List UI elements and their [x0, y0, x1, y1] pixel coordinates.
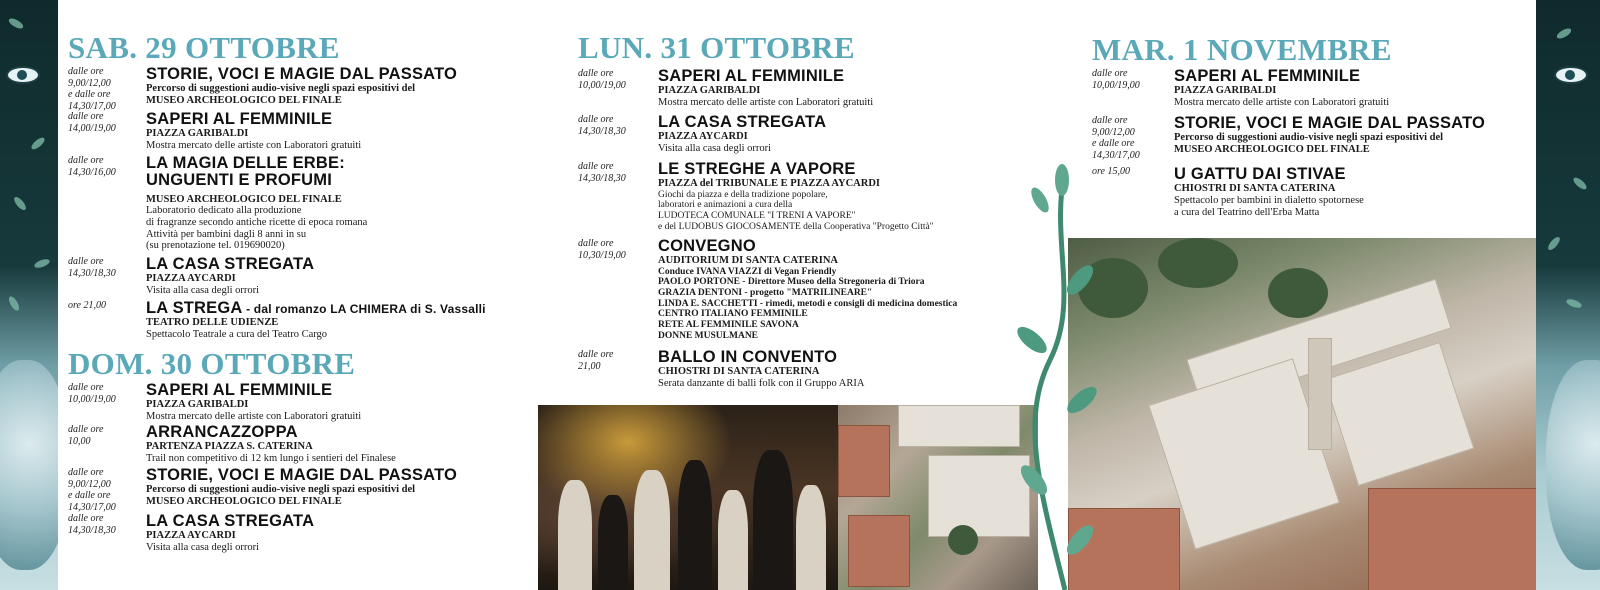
event-desc: Percorso di suggestioni audio-visive negli spazi espositivi del MUSEO ARCHEOLOGICO DEL FINALE [1174, 132, 1444, 156]
event-desc: Serata danzante di balli folk con il Gruppo ARIA [658, 377, 865, 389]
event-saperi [578, 68, 873, 109]
event-location: PIAZZA del TRIBUNALE E PIAZZA AYCARDI [658, 178, 881, 190]
event-title: U GATTU DAI STIVAE [1174, 165, 1346, 183]
event-desc: Spettacolo per bambini in dialetto spotornese a cura del Teatrino dell'Erba Matta [1174, 194, 1364, 218]
event-desc: Trail non competitivo di 12 km lungo i sentieri del Finalese [146, 452, 396, 464]
event-location: PIAZZA AYCARDI [146, 273, 236, 285]
event-title-sub: - dal romanzo LA CHIMERA di S. Vassalli [242, 302, 486, 316]
event-casa-stregata [68, 513, 314, 554]
event-saperi [68, 111, 361, 152]
event-desc: Mostra mercato delle artiste con Laboratori gratuiti [146, 139, 362, 151]
event-time: dalle ore 9,00/12,00 e dalle ore 14,30/17,00 [1092, 115, 1140, 161]
event-time: dalle ore 10,00/19,00 [578, 68, 626, 91]
convent-aerial-photo [1068, 238, 1536, 590]
event-time: dalle ore 14,30/18,30 [578, 114, 626, 137]
event-time: dalle ore 14,30/18,30 [578, 161, 626, 184]
event-location: CHIOSTRI DI SANTA CATERINA [658, 366, 820, 378]
event-title: ARRANCAZZOPPA [146, 423, 298, 441]
event-title: SAPERI AL FEMMINILE [146, 381, 333, 399]
event-la-strega [68, 300, 486, 341]
event-desc: Conduce IVANA VIAZZI di Vegan Friendly PAOLO PORTONE - Direttore Museo della Stregoneria di Triora GRAZIA DENTONI - progetto "MATRILINEARE" LINDA E. SACCHETTI - rimedi, metodi e consigli di medicina domestica CENTRO ITALIANO FEMMINILE RETE AL FEMMINILE SAVONA DONNE MUSULMANE [658, 266, 958, 341]
event-time: dalle ore 14,30/16,00 [68, 155, 116, 178]
event-desc: Percorso di suggestioni audio-visive negli spazi espositivi del MUSEO ARCHEOLOGICO DEL FINALE [146, 83, 416, 107]
event-title: SAPERI AL FEMMINILE [1174, 67, 1361, 85]
leaf-icon [1555, 26, 1572, 40]
event-title: LA MAGIA DELLE ERBE: UNGUENTI E PROFUMI [146, 154, 345, 190]
event-location: PIAZZA AYCARDI [658, 131, 748, 143]
event-title: STORIE, VOCI E MAGIE DAL PASSATO [146, 65, 458, 83]
vine-illustration [1010, 160, 1100, 590]
day-heading-sab: SAB. 29 OTTOBRE [68, 30, 340, 65]
event-desc: Spettacolo Teatrale a cura del Teatro Cargo [146, 328, 328, 340]
event-time: dalle ore 10,00 [68, 424, 104, 447]
left-border-illustration [0, 0, 58, 590]
event-arrancazzoppa [68, 424, 396, 465]
event-saperi [68, 382, 361, 423]
event-u-gattu [1092, 166, 1364, 218]
leaf-icon [1572, 176, 1589, 192]
event-location: AUDITORIUM DI SANTA CATERINA [658, 255, 838, 267]
face-illustration [0, 360, 58, 570]
event-desc: Visita alla casa degli orrori [146, 541, 260, 553]
leaf-icon [1565, 297, 1582, 309]
eye-icon [1554, 66, 1588, 84]
event-title: SAPERI AL FEMMINILE [146, 110, 333, 128]
event-location: TEATRO DELLE UDIENZE [146, 317, 279, 329]
event-time: dalle ore 10,00/19,00 [68, 382, 116, 405]
event-desc: Mostra mercato delle artiste con Laboratori gratuiti [1174, 96, 1390, 108]
event-desc: Laboratorio dedicato alla produzione di fragranze secondo antiche ricette di epoca romana Attività per bambini dagli 8 anni in su (su prenotazione tel. 019690020) [146, 205, 368, 252]
day-heading-mar: MAR. 1 NOVEMBRE [1092, 32, 1392, 67]
event-time: dalle ore 21,00 [578, 349, 614, 372]
event-desc: Giochi da piazza e della tradizione popolare, laboratori e animazioni a cura della LUDOTECA COMUNALE "I TRENI A VAPORE" e del LUDOBUS GIOCOSAMENTE della Cooperativa "Progetto Città" [658, 189, 934, 232]
event-ballo-convento [578, 349, 864, 390]
leaf-icon [7, 295, 21, 312]
event-desc: Mostra mercato delle artiste con Laboratori gratuiti [658, 96, 874, 108]
event-location: PIAZZA GARIBALDI [146, 128, 249, 140]
event-storie-voci [68, 66, 457, 112]
event-title: BALLO IN CONVENTO [658, 348, 838, 366]
day-heading-dom: DOM. 30 OTTOBRE [68, 346, 356, 381]
leaf-icon [7, 16, 24, 30]
event-location: PIAZZA GARIBALDI [1174, 85, 1277, 97]
event-time: dalle ore 9,00/12,00 e dalle ore 14,30/17,00 [68, 467, 116, 513]
event-time: dalle ore 14,00/19,00 [68, 111, 116, 134]
event-desc: Percorso di suggestioni audio-visive negli spazi espositivi del MUSEO ARCHEOLOGICO DEL FINALE [146, 484, 416, 508]
event-time: dalle ore 10,30/19,00 [578, 238, 626, 261]
leaf-icon [30, 136, 47, 152]
day-heading-lun: LUN. 31 OTTOBRE [578, 30, 855, 65]
event-casa-stregata [68, 256, 314, 297]
event-time: dalle ore 10,00/19,00 [1092, 68, 1140, 91]
event-time: dalle ore 9,00/12,00 e dalle ore 14,30/17,00 [68, 66, 116, 112]
event-storie-voci [1092, 115, 1485, 161]
eye-icon [6, 66, 40, 84]
event-title [146, 300, 486, 317]
leaf-icon [12, 195, 28, 212]
event-desc: Visita alla casa degli orrori [658, 142, 772, 154]
event-location: PIAZZA AYCARDI [146, 530, 236, 542]
event-magia-erbe [68, 155, 367, 252]
event-time: ore 21,00 [68, 300, 106, 311]
aerial-town-photo [838, 405, 1038, 590]
event-location: PIAZZA GARIBALDI [146, 399, 249, 411]
event-time: dalle ore 14,30/18,30 [68, 256, 116, 279]
folk-dance-photo [538, 405, 838, 590]
event-location: PIAZZA GARIBALDI [658, 85, 761, 97]
event-location: MUSEO ARCHEOLOGICO DEL FINALE [146, 193, 342, 205]
event-time: dalle ore 14,30/18,30 [68, 513, 116, 536]
event-location: CHIOSTRI DI SANTA CATERINA [1174, 183, 1336, 195]
event-location: PARTENZA PIAZZA S. CATERINA [146, 441, 313, 453]
event-title: CONVEGNO [658, 237, 756, 255]
event-title: LE STREGHE A VAPORE [658, 160, 856, 178]
face-illustration [1546, 360, 1600, 570]
event-title: LA CASA STREGATA [146, 255, 315, 273]
event-saperi [1092, 68, 1389, 109]
event-time: ore 15,00 [1092, 166, 1130, 177]
event-title: STORIE, VOCI E MAGIE DAL PASSATO [146, 466, 458, 484]
event-title-main: LA STREGA [146, 299, 243, 317]
event-title: LA CASA STREGATA [146, 512, 315, 530]
event-desc: Mostra mercato delle artiste con Laboratori gratuiti [146, 410, 362, 422]
right-border-illustration [1536, 0, 1600, 590]
event-casa-stregata [578, 114, 826, 155]
event-desc: Visita alla casa degli orrori [146, 284, 260, 296]
event-title: LA CASA STREGATA [658, 113, 827, 131]
event-streghe-vapore [578, 161, 934, 232]
event-storie-voci [68, 467, 457, 513]
event-convegno [578, 238, 957, 341]
leaf-icon [1546, 235, 1562, 252]
event-title: SAPERI AL FEMMINILE [658, 67, 845, 85]
leaf-icon [33, 257, 50, 269]
event-title: STORIE, VOCI E MAGIE DAL PASSATO [1174, 114, 1486, 132]
